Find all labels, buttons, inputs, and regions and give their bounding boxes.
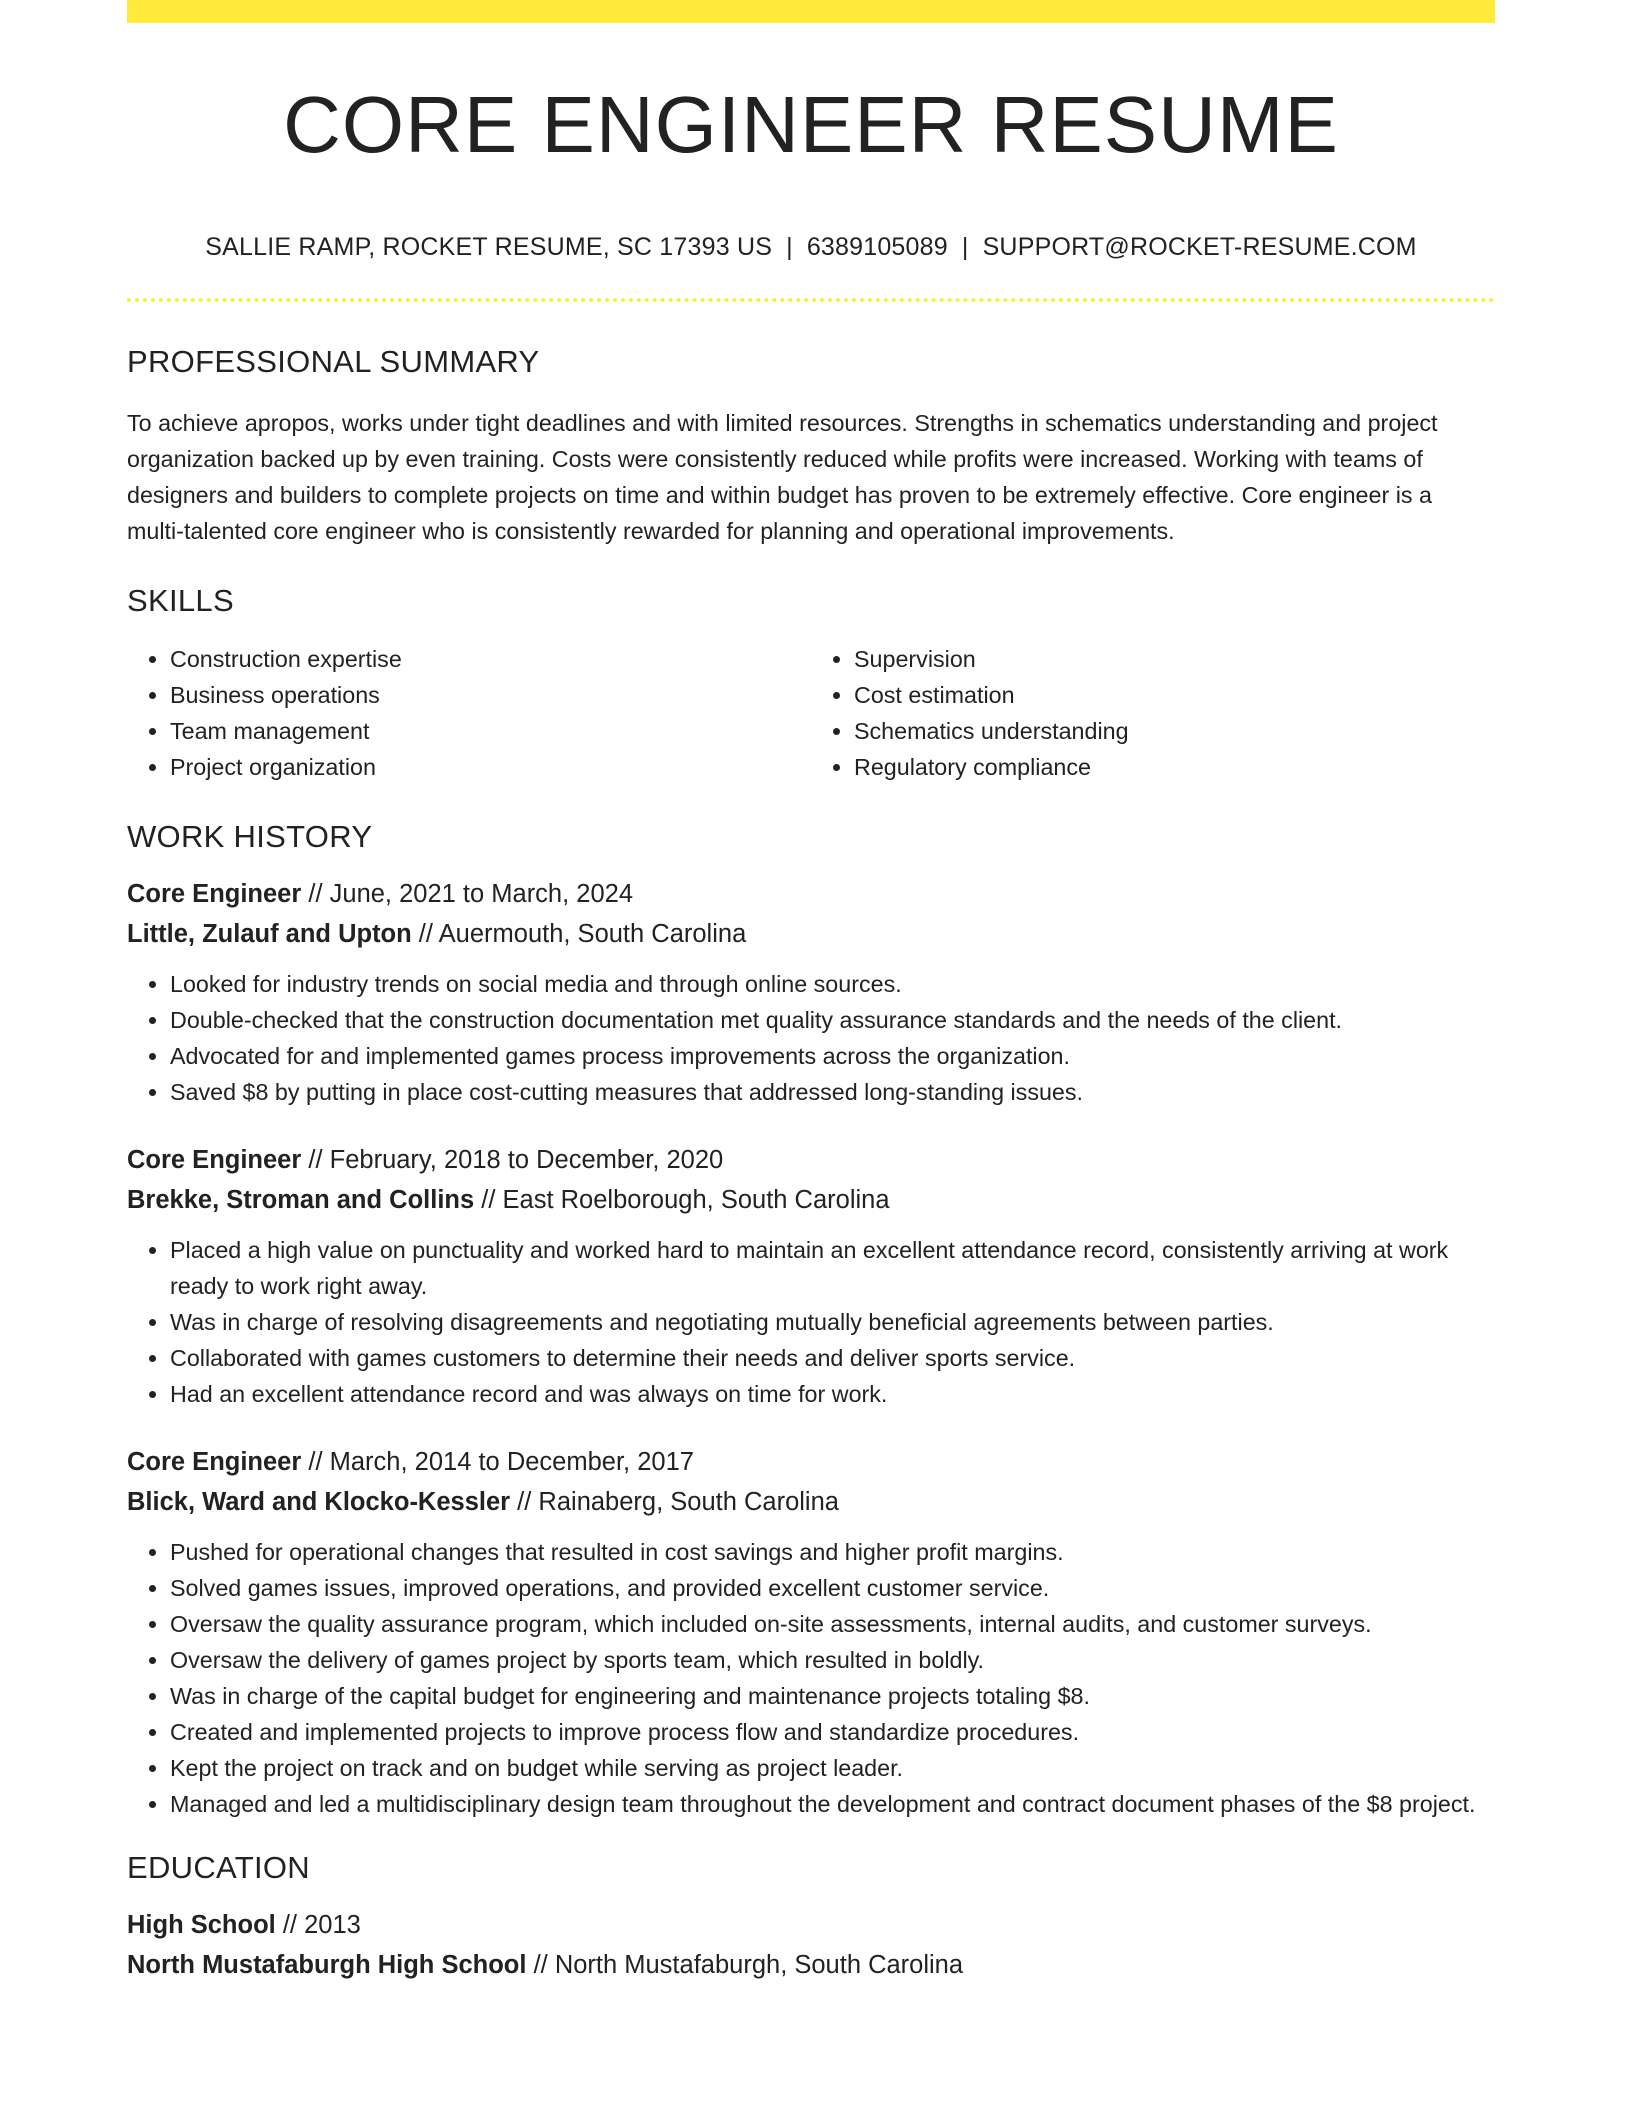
summary-text: To achieve apropos, works under tight deadlines and with limited resources. Strengths in schematics understanding and project organization backed up by even training. Costs were consistently reduced while profits were increased. Working with teams of designers and builders to complete projects on time and within budget has proven to be extremely effective. Core engineer is a multi-talented core engineer who is consistently rewarded for planning and operational improvements. <box>127 410 1438 544</box>
skill-item: • Project organization <box>170 749 811 785</box>
job-title-line <box>127 1142 1495 1178</box>
skill-item: • Cost estimation <box>854 677 1495 713</box>
job-bullet: • Had an excellent attendance record and was always on time for work. <box>170 1376 1495 1412</box>
job-bullet: • Was in charge of resolving disagreements and negotiating mutually beneficial agreements between parties. <box>170 1304 1495 1340</box>
job-bullet: • Kept the project on track and on budget while serving as project leader. <box>170 1750 1495 1786</box>
job-title: Core Engineer <box>127 1448 302 1476</box>
contact-address: SALLIE RAMP, ROCKET RESUME, SC 17393 US <box>205 233 773 261</box>
top-accent-bar <box>127 0 1495 23</box>
job-bullet: • Advocated for and implemented games process improvements across the organization. <box>170 1038 1495 1074</box>
job-bullet: • Was in charge of the capital budget for engineering and maintenance projects totaling $8. <box>170 1678 1495 1714</box>
skill-item: • Schematics understanding <box>854 713 1495 749</box>
job-bullets <box>127 1232 1495 1412</box>
skills-left-list <box>127 641 811 785</box>
job-location: // Auermouth, South Carolina <box>411 920 747 948</box>
job-bullet: • Collaborated with games customers to determine their needs and deliver sports service. <box>170 1340 1495 1376</box>
skill-item: • Supervision <box>854 641 1495 677</box>
job-bullets <box>127 1534 1495 1822</box>
education-section <box>127 1852 1495 1983</box>
job-bullet: • Saved $8 by putting in place cost-cutting measures that addressed long-standing issues. <box>170 1074 1495 1110</box>
job-company: Little, Zulauf and Upton <box>127 920 412 948</box>
skill-item: • Regulatory compliance <box>854 749 1495 785</box>
job-bullet: • Pushed for operational changes that resulted in cost savings and higher profit margins. <box>170 1534 1495 1570</box>
skill-item: • Construction expertise <box>170 641 811 677</box>
work-history-section <box>127 821 1495 1822</box>
skills-heading: SKILLS <box>127 583 234 618</box>
education-school-line <box>127 1947 1495 1983</box>
resume-page <box>127 0 1495 1983</box>
job-title-line <box>127 1444 1495 1480</box>
job-bullet: • Placed a high value on punctuality and worked hard to maintain an excellent attendance record, consistently arriving at work ready to work right away. <box>170 1232 1495 1304</box>
job-dates: // March, 2014 to December, 2017 <box>301 1448 694 1476</box>
work-history-heading: WORK HISTORY <box>127 819 373 854</box>
job-entry <box>127 1444 1495 1822</box>
job-bullet: • Solved games issues, improved operations, and provided excellent customer service. <box>170 1570 1495 1606</box>
job-dates: // February, 2018 to December, 2020 <box>301 1146 724 1174</box>
education-location: // North Mustafaburgh, South Carolina <box>526 1951 964 1979</box>
job-company: Brekke, Stroman and Collins <box>127 1186 475 1214</box>
job-bullets <box>127 966 1495 1110</box>
contact-line <box>127 233 1495 262</box>
job-company-line <box>127 1484 1495 1520</box>
contact-separator: | <box>786 233 793 261</box>
job-bullet: • Looked for industry trends on social media and through online sources. <box>170 966 1495 1002</box>
job-company-line <box>127 1182 1495 1218</box>
skills-section <box>127 585 1495 785</box>
job-title: Core Engineer <box>127 880 302 908</box>
job-bullet: • Managed and led a multidisciplinary design team throughout the development and contract document phases of the $8 project. <box>170 1786 1495 1822</box>
job-dates: // June, 2021 to March, 2024 <box>301 880 634 908</box>
job-location: // East Roelborough, South Carolina <box>474 1186 890 1214</box>
job-company: Blick, Ward and Klocko-Kessler <box>127 1488 511 1516</box>
contact-email: SUPPORT@ROCKET-RESUME.COM <box>982 233 1417 261</box>
job-entry <box>127 876 1495 1110</box>
dotted-divider <box>127 298 1495 302</box>
skills-columns <box>127 641 1495 785</box>
education-school: North Mustafaburgh High School <box>127 1951 527 1979</box>
skill-item: • Business operations <box>170 677 811 713</box>
job-entry <box>127 1142 1495 1412</box>
skills-right-list <box>811 641 1495 785</box>
job-bullet: • Oversaw the delivery of games project by sports team, which resulted in boldly. <box>170 1642 1495 1678</box>
job-company-line <box>127 916 1495 952</box>
summary-heading: PROFESSIONAL SUMMARY <box>127 344 540 379</box>
education-heading: EDUCATION <box>127 1850 310 1885</box>
education-year: // 2013 <box>275 1911 361 1939</box>
education-degree: High School <box>127 1911 276 1939</box>
resume-title: CORE ENGINEER RESUME <box>283 80 1339 169</box>
job-bullet: • Oversaw the quality assurance program, which included on-site assessments, internal audits, and customer surveys. <box>170 1606 1495 1642</box>
job-title: Core Engineer <box>127 1146 302 1174</box>
job-location: // Rainaberg, South Carolina <box>510 1488 839 1516</box>
skill-item: • Team management <box>170 713 811 749</box>
job-title-line <box>127 876 1495 912</box>
education-degree-line <box>127 1907 1495 1943</box>
contact-phone: 6389105089 <box>806 233 948 261</box>
summary-section <box>127 346 1495 549</box>
job-bullet: • Created and implemented projects to improve process flow and standardize procedures. <box>170 1714 1495 1750</box>
job-bullet: • Double-checked that the construction documentation met quality assurance standards and the needs of the client. <box>170 1002 1495 1038</box>
contact-separator: | <box>961 233 969 261</box>
